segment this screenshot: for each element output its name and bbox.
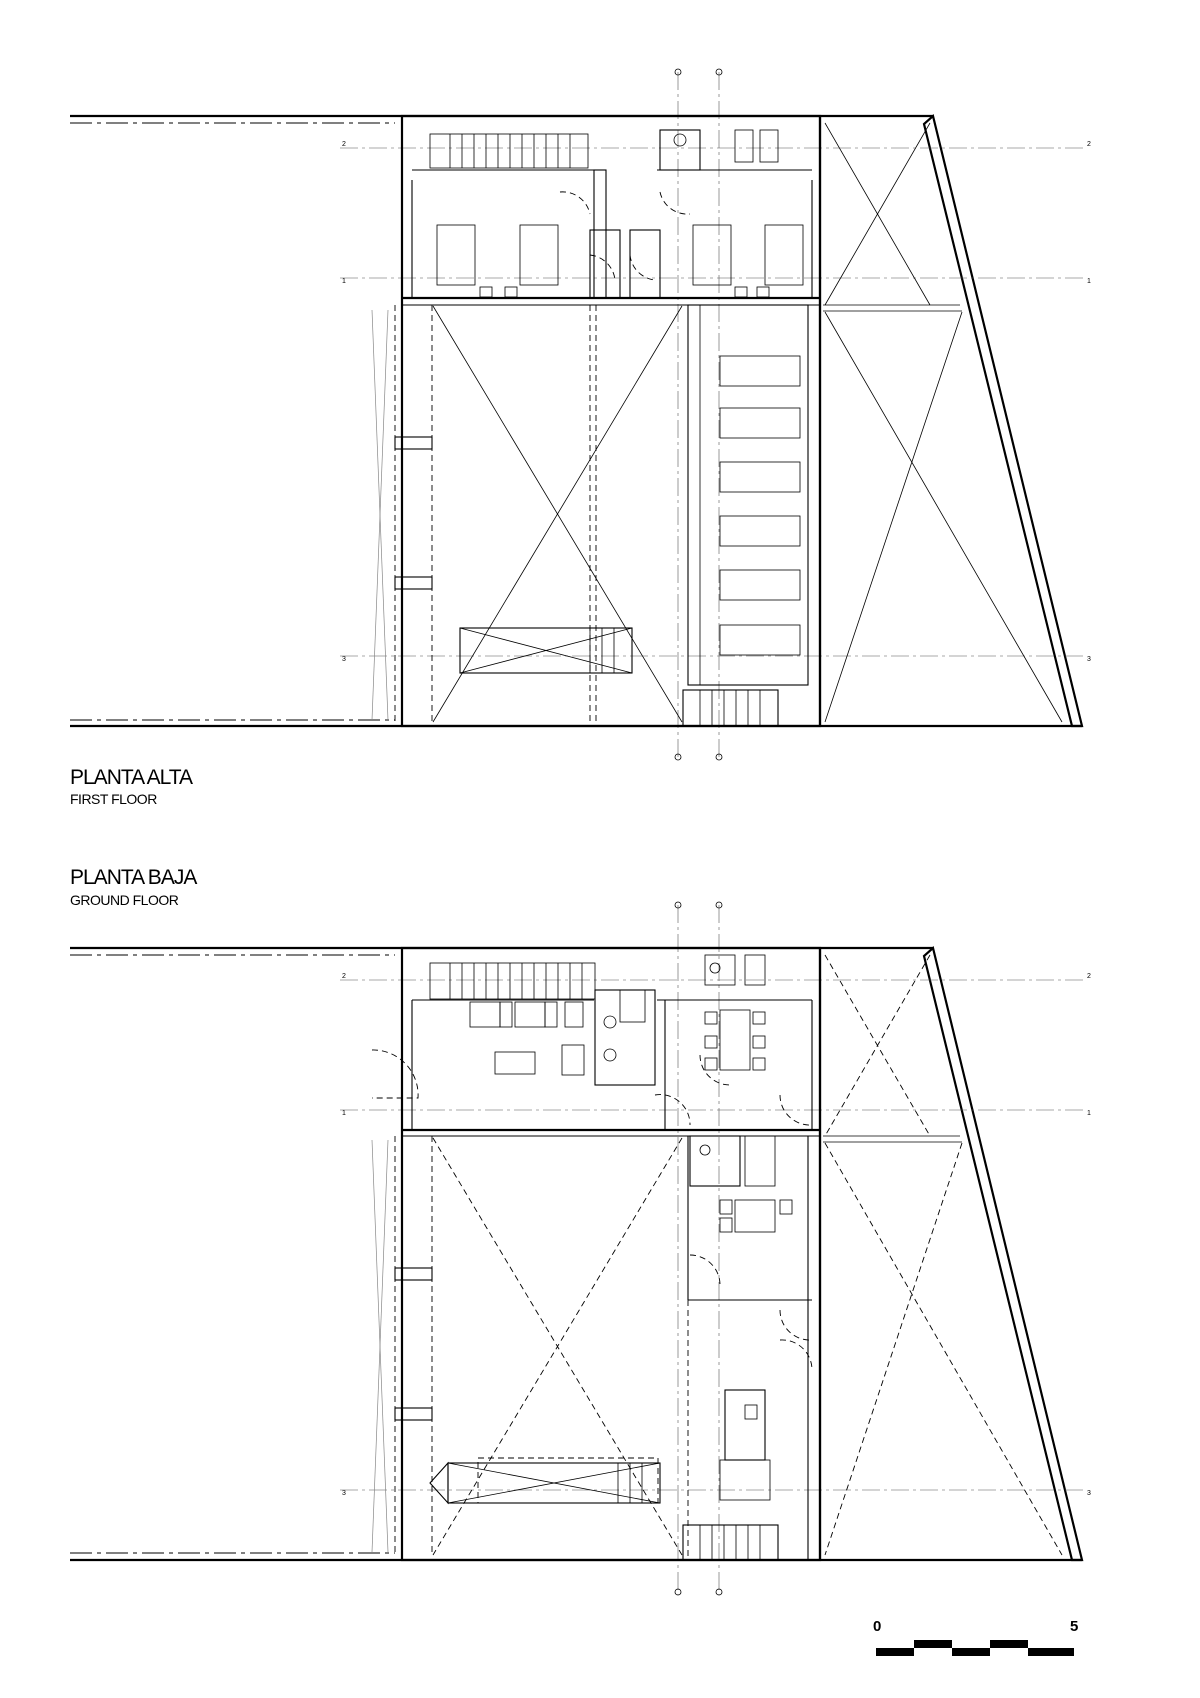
axis-tag: 1 — [342, 1110, 346, 1117]
axis-tag: 2 — [342, 973, 346, 980]
bridge — [460, 628, 632, 673]
axis-tag: 2 — [1087, 141, 1091, 148]
corridor — [683, 1136, 808, 1560]
first-floor-subtitle: FIRST FLOOR — [70, 791, 157, 807]
building-walls — [402, 948, 962, 1560]
scale-segment — [1028, 1648, 1074, 1656]
stair — [430, 963, 595, 999]
scale-segment — [914, 1640, 952, 1648]
axis-tag: 1 — [1087, 278, 1091, 285]
axis-tag: 3 — [342, 1490, 346, 1497]
first-floor-title: PLANTA ALTA — [70, 766, 193, 789]
ground-floor-plan — [70, 902, 1091, 1595]
axis-tag: 2 — [342, 141, 346, 148]
scale-start-label: 0 — [873, 1618, 882, 1635]
mezzanine — [683, 305, 808, 726]
section-markers — [675, 69, 722, 760]
grid-axes — [340, 72, 1091, 760]
facade-dashed — [372, 305, 596, 722]
axis-tag: 1 — [1087, 1110, 1091, 1117]
axis-tag: 3 — [1087, 656, 1091, 663]
axis-tag: 2 — [1087, 973, 1091, 980]
scale-segment — [952, 1648, 990, 1656]
bathroom — [560, 130, 778, 298]
scale-segment — [876, 1648, 914, 1656]
doors — [372, 1050, 812, 1370]
site-boundary — [70, 116, 1082, 726]
axis-tag: 3 — [342, 656, 346, 663]
scale-bar — [873, 1618, 1078, 1656]
void-cross — [433, 123, 1062, 722]
stair — [430, 134, 588, 168]
scale-segment — [990, 1640, 1028, 1648]
section-markers — [675, 902, 722, 1595]
bridge — [430, 1458, 660, 1503]
office-furniture — [688, 1200, 812, 1300]
void-cross — [433, 955, 1062, 1555]
first-floor-plan — [70, 69, 1091, 760]
ground-floor-subtitle: GROUND FLOOR — [70, 892, 179, 908]
dining-furniture — [705, 1010, 765, 1070]
kitchen-island — [720, 1390, 770, 1500]
bathroom — [595, 955, 775, 1186]
site-boundary — [70, 948, 1082, 1560]
grid-axes — [340, 905, 1091, 1595]
scale-end-label: 5 — [1070, 1618, 1079, 1635]
ground-floor-title: PLANTA BAJA — [70, 866, 197, 889]
axis-tag: 3 — [1087, 1490, 1091, 1497]
living-furniture — [470, 1002, 584, 1075]
axis-tag: 1 — [342, 278, 346, 285]
